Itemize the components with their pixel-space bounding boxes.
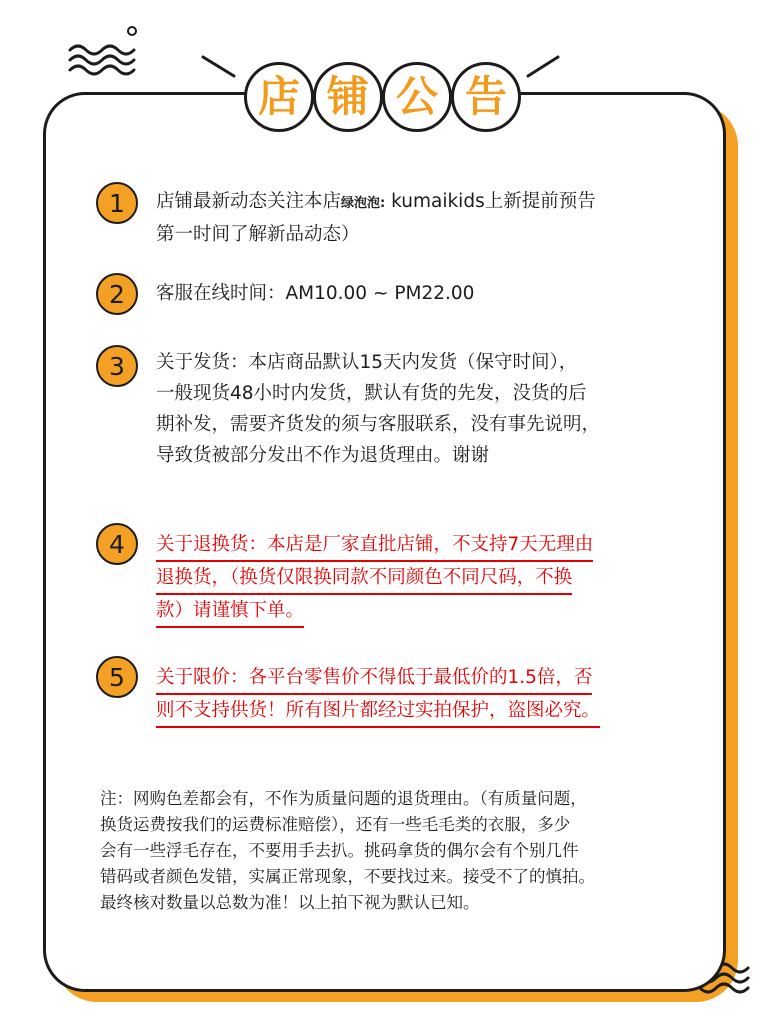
footnote-line: 最终核对数量以总数为准！以上拍下视为默认已知。 (100, 893, 480, 912)
item-5-text (156, 662, 600, 728)
item-4-line: 关于退换货：本店是厂家直批店铺，不支持7天无理由 (156, 530, 593, 562)
item-4-line: 款）请谨慎下单。 (156, 596, 304, 628)
item-3-line: 期补发，需要齐货发的须与客服联系，没有事先说明， (156, 414, 601, 435)
footnote-line: 错码或者颜色发错，实属正常现象，不要找过来。接受不了的慎拍。 (100, 867, 595, 886)
item-4-line: 退换货，（换货仅限换同款不同颜色不同尺码，不换 (156, 563, 572, 595)
footnote-line: 换货运费按我们的运费标准赔偿），还有一些毛毛类的衣服，多少 (100, 815, 571, 834)
title-char-2: 铺 (313, 62, 383, 132)
number-badge-3: 3 (96, 345, 138, 387)
item-5-line: 则不支持供货！所有图片都经过实拍保护，盗图必究。 (156, 696, 600, 728)
page-title (244, 62, 520, 134)
squiggle-top-left (70, 46, 134, 74)
item-3-line: 一般现货48小时内发货，默认有货的先发，没货的后 (156, 383, 587, 404)
small-circle (128, 27, 136, 35)
item-2-text: 客服在线时间：AM10.00 ~ PM22.00 (156, 283, 475, 304)
item-3-line: 导致货被部分发出不作为退货理由。谢谢 (156, 445, 490, 466)
item-1-text (156, 186, 596, 250)
title-char-4: 告 (451, 62, 521, 132)
item-1-line1-post: kumaikids上新提前预告 (385, 191, 596, 212)
item-3-line: 关于发货：本店商品默认15天内发货（保守时间）， (156, 352, 578, 373)
number-badge-2: 2 (96, 273, 138, 315)
title-char-3: 公 (382, 62, 452, 132)
number-badge-4: 4 (96, 523, 138, 565)
footnote-line: 会有一些浮毛存在，不要用手去扒。挑码拿货的偶尔会有个别几件 (100, 841, 579, 860)
item-1-line2: 第一时间了解新品动态） (156, 224, 360, 245)
item-1-line1-pre: 店铺最新动态关注本店 (156, 191, 342, 212)
item-4-text (156, 529, 593, 628)
footnote (100, 786, 700, 916)
number-badge-1: 1 (96, 182, 138, 224)
item-3-text (156, 347, 600, 471)
number-badge-5: 5 (96, 656, 138, 698)
item-5-line: 关于限价：各平台零售价不得低于最低价的1.5倍，否 (156, 663, 592, 695)
footnote-line: 注：网购色差都会有，不作为质量问题的退货理由。（有质量问题， (100, 789, 587, 808)
wechat-watermark: 绿泡泡: (341, 196, 386, 211)
title-char-1: 店 (244, 62, 314, 132)
